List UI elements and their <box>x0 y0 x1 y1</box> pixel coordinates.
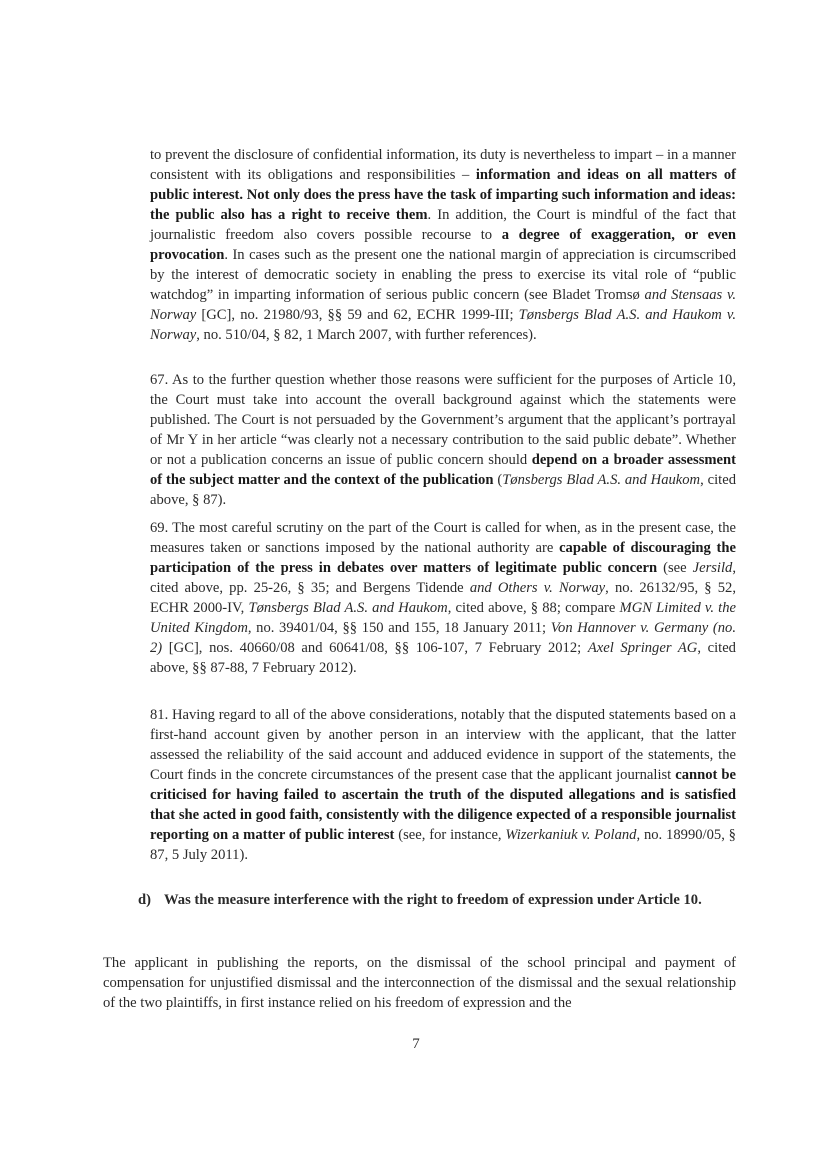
emphasized-text: cannot be criticised for having failed to ascertain the truth of the disputed allegations and is satisfied that she acted in good faith, consistently with the diligence expected of a responsible journalist reporting on a matter of public interest <box>150 767 736 843</box>
quoted-paragraph-69 <box>150 518 736 678</box>
text-run: [GC], no. 21980/93, §§ 59 and 62, ECHR 1999-III; <box>196 307 519 323</box>
emphasized-text: capable of discouraging the participation of the press in debates over matters of legitimate public concern <box>150 540 736 576</box>
case-citation: Jersild <box>692 560 733 576</box>
text-run: , no. 510/04, § 82, 1 March 2007, with further references). <box>196 327 537 343</box>
quoted-paragraph-67 <box>150 370 736 510</box>
text-run: , no. 26132/95, § 52, ECHR 2000-IV, <box>150 580 736 616</box>
emphasized-text: a degree of exaggeration, or even provocation <box>150 227 736 263</box>
case-citation: Tønsbergs Blad A.S. and Haukom v. Norway <box>150 307 736 343</box>
case-citation: Von Hannover v. Germany (no. 2) <box>150 620 736 656</box>
emphasized-text: depend on a broader assessment of the subject matter and the context of the publication <box>150 452 737 488</box>
text-run: 81. Having regard to all of the above considerations, notably that the disputed statements based on a first-hand account given by another person in an interview with the applicant, that the latter assessed the reliability of the said account and adduced evidence in support of the statements, the Court finds in the concrete circumstances of the present case that the applicant journalist <box>150 707 736 783</box>
body-paragraph <box>103 953 736 1013</box>
text-run: (see, for instance, <box>394 827 506 843</box>
text-run: The applicant in publishing the reports, on the dismissal of the school principal and payment of compensation for unjustified dismissal and the interconnection of the dismissal and the sexual relationship of the two plaintiffs, in first instance relied on his freedom of expression and the <box>103 955 736 1011</box>
text-run: 69. The most careful scrutiny on the part of the Court is called for when, as in the present case, the measures taken or sanctions imposed by the national authority are <box>150 520 736 556</box>
text-run: (see <box>657 560 693 576</box>
text-run: , cited above, § 88; compare <box>447 600 620 616</box>
heading-text: Was the measure interference with the right to freedom of expression under Article 10. <box>164 892 702 908</box>
text-run: . In addition, the Court is mindful of the fact that journalistic freedom also covers possible recourse to <box>150 207 736 243</box>
text-run: , no. 39401/04, §§ 150 and 155, 18 January 2011; <box>247 620 551 636</box>
case-citation: and Others v. Norway <box>469 580 606 596</box>
heading-marker: d) <box>138 892 151 908</box>
text-run: , cited above, § 87). <box>150 472 736 508</box>
case-citation: Axel Springer AG <box>587 640 698 656</box>
quoted-paragraph-81 <box>150 705 736 865</box>
quoted-paragraph-1 <box>150 145 736 345</box>
text-run: 67. As to the further question whether those reasons were sufficient for the purposes of Article 10, the Court must take into account the overall background against which the statements were published. The Court is not persuaded by the Government’s argument that the applicant’s portrayal of Mr Y in her article “was clearly not a necessary contribution to the said public debate”. Whether or not a publication concerns an issue of public concern should <box>150 372 736 468</box>
emphasized-text: information and ideas on all matters of public interest. Not only does the press have the task of imparting such information and ideas: the public also has a right to receive them <box>150 167 736 223</box>
text-run: ( <box>493 472 503 488</box>
text-run: to prevent the disclosure of confidential information, its duty is nevertheless to impart – in a manner consistent with its obligations and responsibilities – <box>150 147 736 183</box>
text-run: , cited above, §§ 87-88, 7 February 2012). <box>150 640 736 676</box>
case-citation: and Stensaas v. Norway <box>150 287 737 323</box>
case-citation: Wizerkaniuk v. Poland <box>505 827 637 843</box>
text-run: , no. 18990/05, § 87, 5 July 2011). <box>150 827 736 863</box>
case-citation: MGN Limited v. the United Kingdom <box>150 600 736 636</box>
text-run: . In cases such as the present one the national margin of appreciation is circumscribed by the interest of democratic society in enabling the press to exercise its vital role of “public watchdog” in imparting information of serious public concern (see Bladet Tromsø <box>150 247 736 303</box>
section-heading-d <box>138 890 736 910</box>
case-citation: Tønsbergs Blad A.S. and Haukom <box>248 600 448 616</box>
case-citation: Tønsbergs Blad A.S. and Haukom <box>502 472 701 488</box>
text-run: , cited above, pp. 25-26, § 35; and Bergens Tidende <box>150 560 736 596</box>
text-run: [GC], nos. 40660/08 and 60641/08, §§ 106-107, 7 February 2012; <box>162 640 588 656</box>
page-number: 7 <box>412 1036 420 1052</box>
